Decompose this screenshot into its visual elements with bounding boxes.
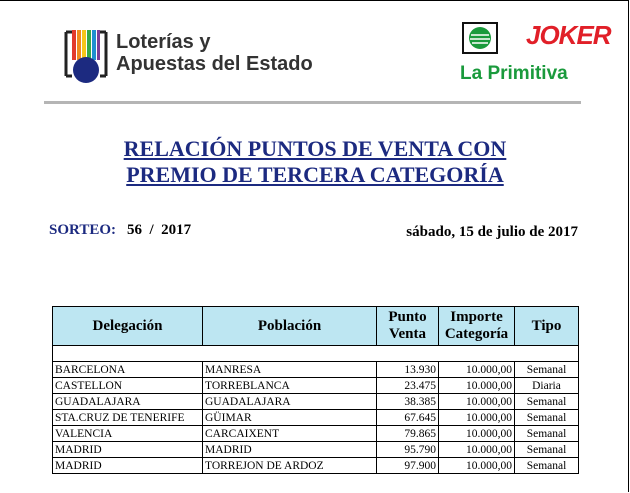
header-importe: Importe Categoría	[439, 307, 515, 346]
table-row	[53, 410, 579, 426]
cell-tipo: Semanal	[515, 394, 579, 410]
cell-punto: 38.385	[377, 394, 439, 410]
cell-tipo: Semanal	[515, 458, 579, 474]
sorteo-number: 56 / 2017	[127, 222, 192, 238]
table-row	[53, 378, 579, 394]
header-punto-venta: Punto Venta	[377, 307, 439, 346]
cell-importe: 10.000,00	[439, 362, 515, 378]
loterias-logo-icon	[60, 24, 112, 88]
table-header-row	[53, 307, 579, 346]
cell-importe: 10.000,00	[439, 458, 515, 474]
header-tipo: Tipo	[515, 307, 579, 346]
cell-delegacion: MADRID	[53, 458, 203, 474]
primitiva-emblem-icon	[462, 22, 498, 54]
cell-importe: 10.000,00	[439, 442, 515, 458]
cell-poblacion: TORREBLANCA	[203, 378, 377, 394]
table-row	[53, 458, 579, 474]
table-row	[53, 394, 579, 410]
header-spacer	[53, 346, 579, 362]
cell-tipo: Semanal	[515, 362, 579, 378]
loterias-line1: Loterías y	[116, 31, 211, 53]
primitiva-logo-text: La Primitiva	[460, 63, 568, 84]
cell-tipo: Semanal	[515, 442, 579, 458]
page-title	[0, 136, 630, 188]
cell-poblacion: MADRID	[203, 442, 377, 458]
table-row	[53, 442, 579, 458]
loterias-line2: Apuestas del Estado	[116, 53, 313, 75]
cell-poblacion: MANRESA	[203, 362, 377, 378]
cell-poblacion: GUADALAJARA	[203, 394, 377, 410]
cell-poblacion: GÜIMAR	[203, 410, 377, 426]
spacer-cell	[53, 346, 579, 362]
cell-tipo: Semanal	[515, 426, 579, 442]
table-row	[53, 362, 579, 378]
joker-logo: JOKER	[526, 20, 611, 50]
header-divider	[44, 101, 581, 104]
cell-punto: 67.645	[377, 410, 439, 426]
cell-delegacion: VALENCIA	[53, 426, 203, 442]
cell-delegacion: BARCELONA	[53, 362, 203, 378]
cell-punto: 95.790	[377, 442, 439, 458]
cell-punto: 79.865	[377, 426, 439, 442]
title-line2: PREMIO DE TERCERA CATEGORÍA	[126, 162, 504, 187]
cell-importe: 10.000,00	[439, 378, 515, 394]
cell-delegacion: CASTELLON	[53, 378, 203, 394]
cell-delegacion: GUADALAJARA	[53, 394, 203, 410]
table-row	[53, 426, 579, 442]
cell-tipo: Semanal	[515, 410, 579, 426]
cell-delegacion: STA.CRUZ DE TENERIFE	[53, 410, 203, 426]
cell-importe: 10.000,00	[439, 410, 515, 426]
sorteo-label: SORTEO:	[49, 222, 116, 238]
header-poblacion: Población	[203, 307, 377, 346]
cell-poblacion: CARCAIXENT	[203, 426, 377, 442]
cell-delegacion: MADRID	[53, 442, 203, 458]
sorteo-date: sábado, 15 de julio de 2017	[406, 224, 578, 240]
cell-punto: 13.930	[377, 362, 439, 378]
title-line1: RELACIÓN PUNTOS DE VENTA CON	[123, 136, 507, 161]
header-delegacion: Delegación	[53, 307, 203, 346]
cell-punto: 23.475	[377, 378, 439, 394]
cell-poblacion: TORREJON DE ARDOZ	[203, 458, 377, 474]
cell-punto: 97.900	[377, 458, 439, 474]
loterias-logo-text	[116, 31, 313, 75]
results-table	[52, 306, 579, 474]
cell-tipo: Diaria	[515, 378, 579, 394]
cell-importe: 10.000,00	[439, 426, 515, 442]
cell-importe: 10.000,00	[439, 394, 515, 410]
